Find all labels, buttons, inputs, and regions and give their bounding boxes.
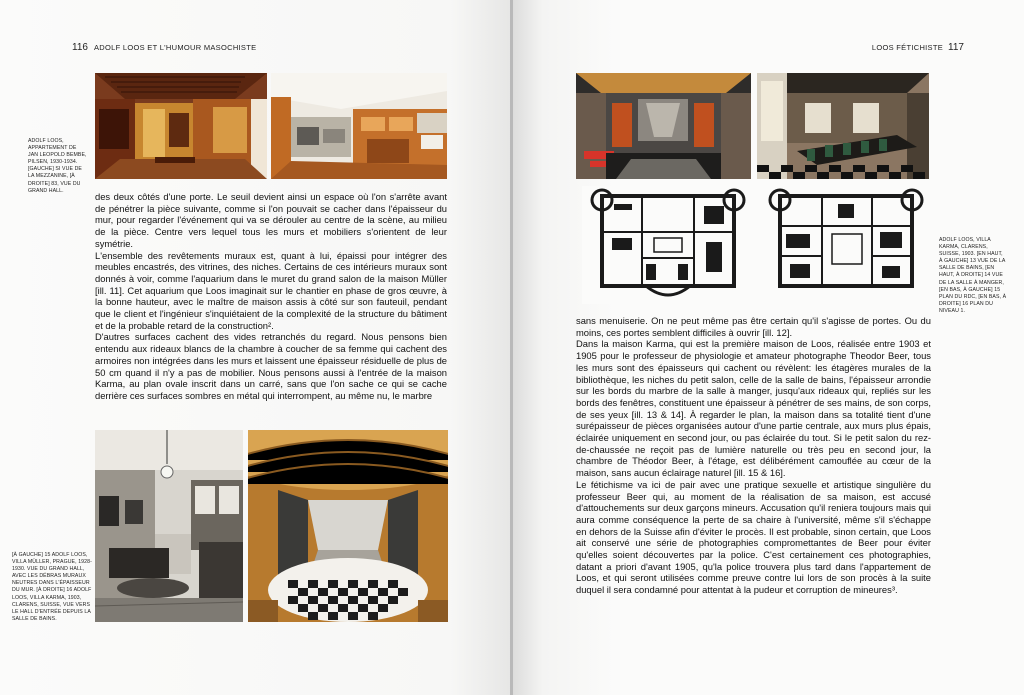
left-paragraph: D'autres surfaces cachent des vides retranchés du regard. Nous pensons bien entendu aux rideaux blancs de la chambre à coucher de sa femme qui cachent des armoires non intégrées dans les murs et laissent une épaisseur résiduelle de plus de 50 cm quand il n'y a pas de mobilier. Nous pensons aussi à l'entrée de la maison Karma, au plan ovale inscrit dans un carré, sans que l'on sache ce qui se cache derrière ces surfaces sombres en métal qui interrompent, au même nu, le marbre <box>95 331 447 401</box>
right-paragraph: Dans la maison Karma, qui est la première maison de Loos, réalisée entre 1903 et 1905 pour le professeur de physiologie et amateur photographe Theodor Beer, tous les murs sont des épaisseurs qui cachent ou révèlent: les étagères murales de la bibliothèque, les niches du petit salon, celle de la salle de bains, l'épaisseur arrondie sur les bords du marbre de la salle à manger, jusqu'aux rideaux qui, repliés sur les bords des fenêtres, constituent une épaisseur à pénétrer de ses mains, de son corps, de ses yeux [ill. 13 & 14]. À regarder le plan, la maison dans sa totalité tient d'une surépaisseur de pièces organisées autour d'une partie centrale, aux murs plus épais, éclairée uniquement en second jour, ou pas éclairée du tout. Si le petit salon du rez-de-chaussée ne reçoit pas de lumière naturelle ou très peu en second jour, la chambre de Théodor Beer, à l'étage, est délibérément camouflée au cœur de la maison, sans aucun éclairage naturel [ill. 15 & 16]. <box>576 338 931 479</box>
photo-bembe-grand-hall <box>271 73 447 179</box>
photo-karma-dining-room <box>757 73 929 179</box>
right-running-head <box>872 42 964 53</box>
left-paragraph: des deux côtés d'une porte. Le seuil devient ainsi un espace où l'on s'arrête avant de pénétrer la pièce suivante, comme si l'on pouvait se cacher dans l'épaisseur du mur, pour regarder l'événement qui va se dérouler au centre de la scène, au milieu de la pièce. Centre vers lequel tous les murs et mobiliers s'orientent de leur symétrie. <box>95 191 447 249</box>
left-top-caption: ADOLF LOOS, APPARTEMENT DE JAN LEOPOLD BEMBE, PILSEN, 1930-1934. [GAUCHE] SI VUE DE LA MEZZANINE, [À DROITE] 83, VUE DU GRAND HALL. <box>28 138 87 194</box>
left-paragraph: L'ensemble des revêtements muraux est, quant à lui, épaissi pour intégrer des meubles encastrés, des vitrines, des niches. Certains de ces intérieurs muraux sont donnés à voir, comme l'aquarium dans le muret du grand salon de la maison Müller [ill. 11]. Cet aquarium que Loos imaginait sur le chantier en phase de gros œuvre, à la bonne hauteur, avec le maître de maison assis à côté sur son fauteuil, pendant que le client et l'ingénieur s'inquiétaient de la complexité de la structure du bâtiment et de la probable retard de la construction². <box>95 249 447 331</box>
photo-villa-muller-hall <box>95 430 243 622</box>
left-running-head <box>72 42 256 53</box>
right-page <box>512 0 1024 695</box>
right-body-text <box>576 315 931 596</box>
left-page-number: 116 <box>72 42 88 53</box>
right-page-number: 117 <box>948 42 964 53</box>
left-running-title: ADOLF LOOS ET L'HUMOUR MASOCHISTE <box>93 43 257 52</box>
right-running-title: LOOS FÉTICHISTE <box>871 43 944 52</box>
right-paragraph: sans menuiserie. On ne peut même pas être certain qu'il s'agisse de portes. Ou du moins, ces portes semblent difficiles à ouvrir [ill. 12]. <box>576 315 931 338</box>
photo-karma-bathroom <box>576 73 751 179</box>
floor-plan-ground-floor <box>582 186 754 304</box>
left-bottom-caption: [À GAUCHE] 15 ADOLF LOOS, VILLA MÜLLER, PRAGUE, 1928-1930. VUE DU GRAND HALL, AVEC LES DÉBRAS MURAUX NEUTRES DANS L'ÉPAISSEUR DU MUR. [À DROITE] 16 ADOLF LOOS, VILLA KARMA, 1903, CLARENS, SUISSE, VUE VERS LE HALL D'ENTRÉE DEPUIS LA SALLE DE BAINS. <box>12 552 92 622</box>
photo-bembe-mezzanine <box>95 73 267 179</box>
floor-plan-first-floor <box>762 186 930 304</box>
book-gutter <box>510 0 513 695</box>
photo-villa-karma-entrance <box>248 430 448 622</box>
left-body-text <box>95 191 447 402</box>
right-caption: ADOLF LOOS, VILLA KARMA, CLARENS, SUISSE, 1903. [EN HAUT, À GAUCHE] 13 VUE DE LA SALLE DE BAINS, [EN HAUT, À DROITE] 14 VUE DE LA SALLE À MANGER, [EN BAS, À GAUCHE] 15 PLAN DU RDC, [EN BAS, À DROITE] 16 PLAN DU NIVEAU 1. <box>939 237 1007 314</box>
right-paragraph: Le fétichisme va ici de pair avec une pratique sexuelle et artistique singulière du professeur Beer qui, au moment de la réalisation de sa maison, est accusé d'attouchements sur deux garçons mineurs. Accusation qu'il reniera toujours mais qui aura comme conséquence la perte de sa chaire à l'université, même s'il s'échappe en dehors de la Suisse afin d'éviter le procès. Il est probable, sinon certain, que Loos ait conservé une série de photographies compromettantes de Beer pour éviter qu'elles soient découvertes par la police. C'est certainement ces photographies, datant a priori d'avant 1905, qu'la police trouvera plus tard dans l'appartement de Loos, et qui seront utilisées comme preuve contre lui lors de son procès à la suite duquel il sera condamné pour attentat à la pudeur et corruption de mineures³. <box>576 478 931 596</box>
